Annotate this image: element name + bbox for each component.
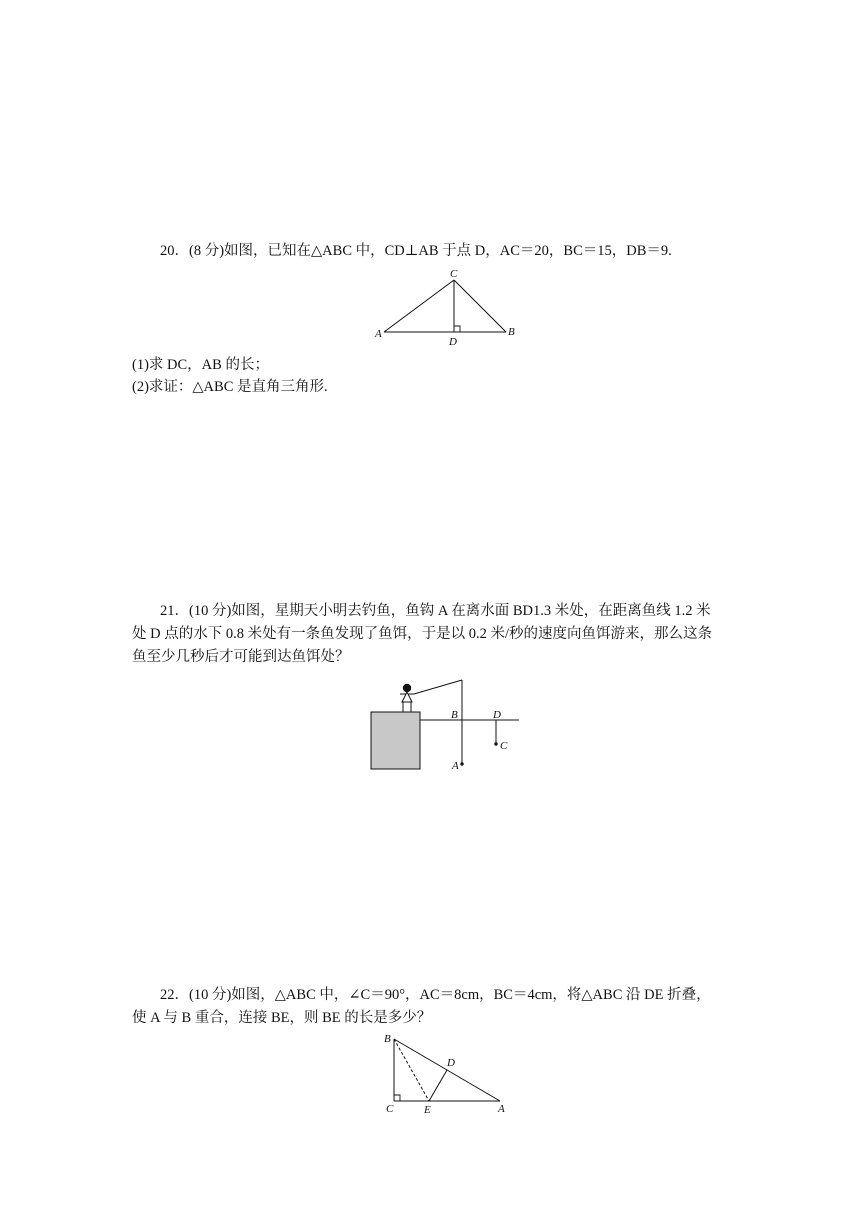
segment-ac [384, 280, 454, 332]
segment-ed [429, 1070, 447, 1101]
q22-statement-line1: 22．(10 分)如图，△ABC 中，∠C＝90°，AC＝8cm，BC＝4cm，将△ABC 沿 DE 折叠， [160, 987, 711, 1003]
q22-statement-line2: 使 A 与 B 重合，连接 BE，则 BE 的长是多少？ [132, 1010, 432, 1026]
label-a: A [375, 328, 382, 340]
fishing-rod [414, 680, 462, 694]
right-angle-mark [394, 1095, 400, 1101]
label-c: C [450, 268, 458, 280]
label-a: A [452, 760, 459, 772]
right-angle-mark [454, 326, 460, 332]
q20-statement: 20．(8 分)如图，已知在△ABC 中，CD⊥AB 于点 D，AC＝20，BC＝15，DB＝9. [160, 243, 672, 259]
q20-part1: (1)求 DC，AB 的长； [132, 357, 269, 373]
label-b: B [508, 326, 515, 338]
label-a: A [498, 1103, 505, 1115]
q22-triangle-figure [378, 1028, 518, 1118]
q21-statement-line2: 处 D 点的水下 0.8 米处有一条鱼发现了鱼饵，于是以 0.2 米/秒的速度向鱼饵游来，那么这条 [132, 626, 712, 642]
label-d: D [449, 336, 457, 347]
q21-fishing-figure [365, 678, 525, 776]
label-b: B [451, 709, 458, 721]
label-d: D [493, 709, 501, 721]
person-legs-icon [403, 702, 411, 712]
q21-statement-line1: 21．(10 分)如图，星期天小明去钓鱼，鱼钩 A 在离水面 BD1.3 米处，在距离鱼线 1.2 米 [160, 603, 711, 619]
segment-be-dashed [394, 1039, 429, 1101]
label-c: C [386, 1103, 394, 1115]
q20-part2: (2)求证：△ABC 是直角三角形. [132, 379, 328, 395]
q20-triangle-figure [370, 265, 520, 347]
label-d: D [447, 1057, 455, 1069]
hook-point-a [460, 762, 463, 765]
label-b: B [384, 1033, 391, 1045]
q21-statement-line3: 鱼至少几秒后才可能到达鱼饵处？ [132, 649, 350, 665]
fish-point-c [494, 742, 497, 745]
label-e: E [424, 1104, 431, 1116]
segment-bc [454, 280, 506, 332]
bank-block [371, 712, 420, 769]
label-c: C [500, 740, 508, 752]
